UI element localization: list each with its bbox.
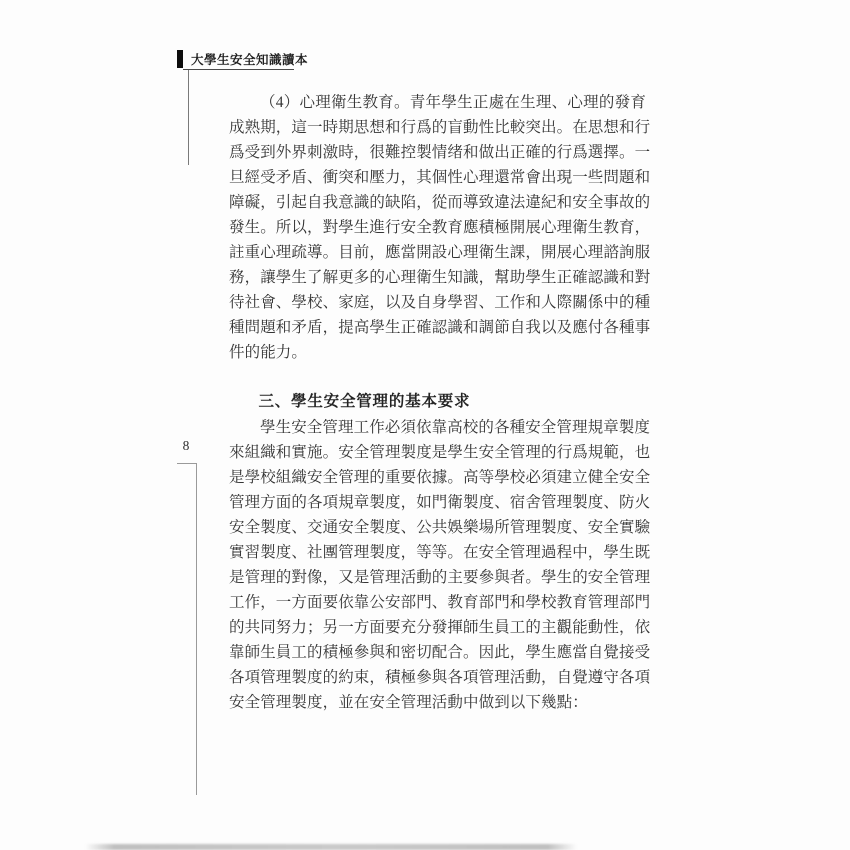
text-line: 發生。所以，對學生進行安全教育應積極開展心理衛生教育，: [229, 219, 651, 236]
text-line: 種問題和矛盾，提高學生正確認識和調節自我以及應付各種事: [229, 319, 651, 336]
text-line: 各項管理製度的約束，積極參與各項管理活動，自覺遵守各項: [229, 669, 651, 686]
header-vertical-rule: [188, 70, 189, 165]
text-line: 障礙，引起自我意識的缺陷，從而導致違法違紀和安全事故的: [229, 194, 651, 211]
paragraph-safety-management-requirements: [229, 415, 651, 715]
text-line: 實習製度、社團管理製度，等等。在安全管理過程中，學生既: [229, 544, 651, 561]
text-line: 安全管理製度，並在安全管理活動中做到以下幾點：: [229, 694, 588, 711]
header-accent-bar: [177, 50, 183, 68]
text-line: 管理方面的各項規章製度，如門衛製度、宿舍管理製度、防火: [229, 494, 651, 511]
header-underline: [183, 69, 294, 70]
text-line: 爲受到外界刺激時，很難控製情绪和做出正確的行爲選擇。一: [229, 144, 651, 161]
paragraph-psych-health-education: [229, 90, 651, 365]
section-heading: 三、學生安全管理的基本要求: [258, 393, 471, 410]
page-number-bracket-vertical: [196, 463, 197, 795]
text-line: 旦經受矛盾、衝突和壓力，其個性心理還常會出現一些問題和: [229, 169, 651, 186]
text-line: 是管理的對像，又是管理活動的主要參與者。學生的安全管理: [229, 569, 651, 586]
text-line: 成熟期，這一時期思想和行爲的盲動性比較突出。在思想和行: [229, 119, 651, 136]
text-line: 註重心理疏導。目前，應當開設心理衛生課，開展心理諮詢服: [229, 244, 651, 261]
book-title-header: 大學生安全知識讀本: [191, 53, 309, 67]
text-line: 來組織和實施。安全管理製度是學生安全管理的行爲規範，也: [229, 444, 651, 461]
page-number-bracket-horizontal: [177, 463, 197, 464]
text-line: 工作，一方面要依靠公安部門、教育部門和學校教育管理部門: [229, 594, 651, 611]
text-line: 件的能力。: [229, 344, 308, 361]
text-line: （4）心理衛生教育。青年學生正處在生理、心理的發育: [260, 94, 646, 111]
text-line: 待社會、學校、家庭，以及自身學習、工作和人際關係中的種: [229, 294, 651, 311]
page-number: 8: [182, 438, 190, 453]
text-line: 靠師生員工的積極參與和密切配合。因此，學生應當自覺接受: [229, 644, 651, 661]
text-line: 務，讓學生了解更多的心理衛生知識，幫助學生正確認識和對: [229, 269, 651, 286]
text-line: 安全製度、交通安全製度、公共娛樂場所管理製度、安全實驗: [229, 519, 651, 536]
text-line: 是學校組織安全管理的重要依據。高等學校必須建立健全安全: [229, 469, 651, 486]
page-bottom-scan-shadow: [85, 844, 577, 850]
text-line: 學生安全管理工作必須依靠高校的各種安全管理規章製度: [260, 419, 651, 436]
text-line: 的共同努力；另一方面要充分發揮師生員工的主觀能動性，依: [229, 619, 651, 636]
body-text-block: [229, 90, 651, 715]
